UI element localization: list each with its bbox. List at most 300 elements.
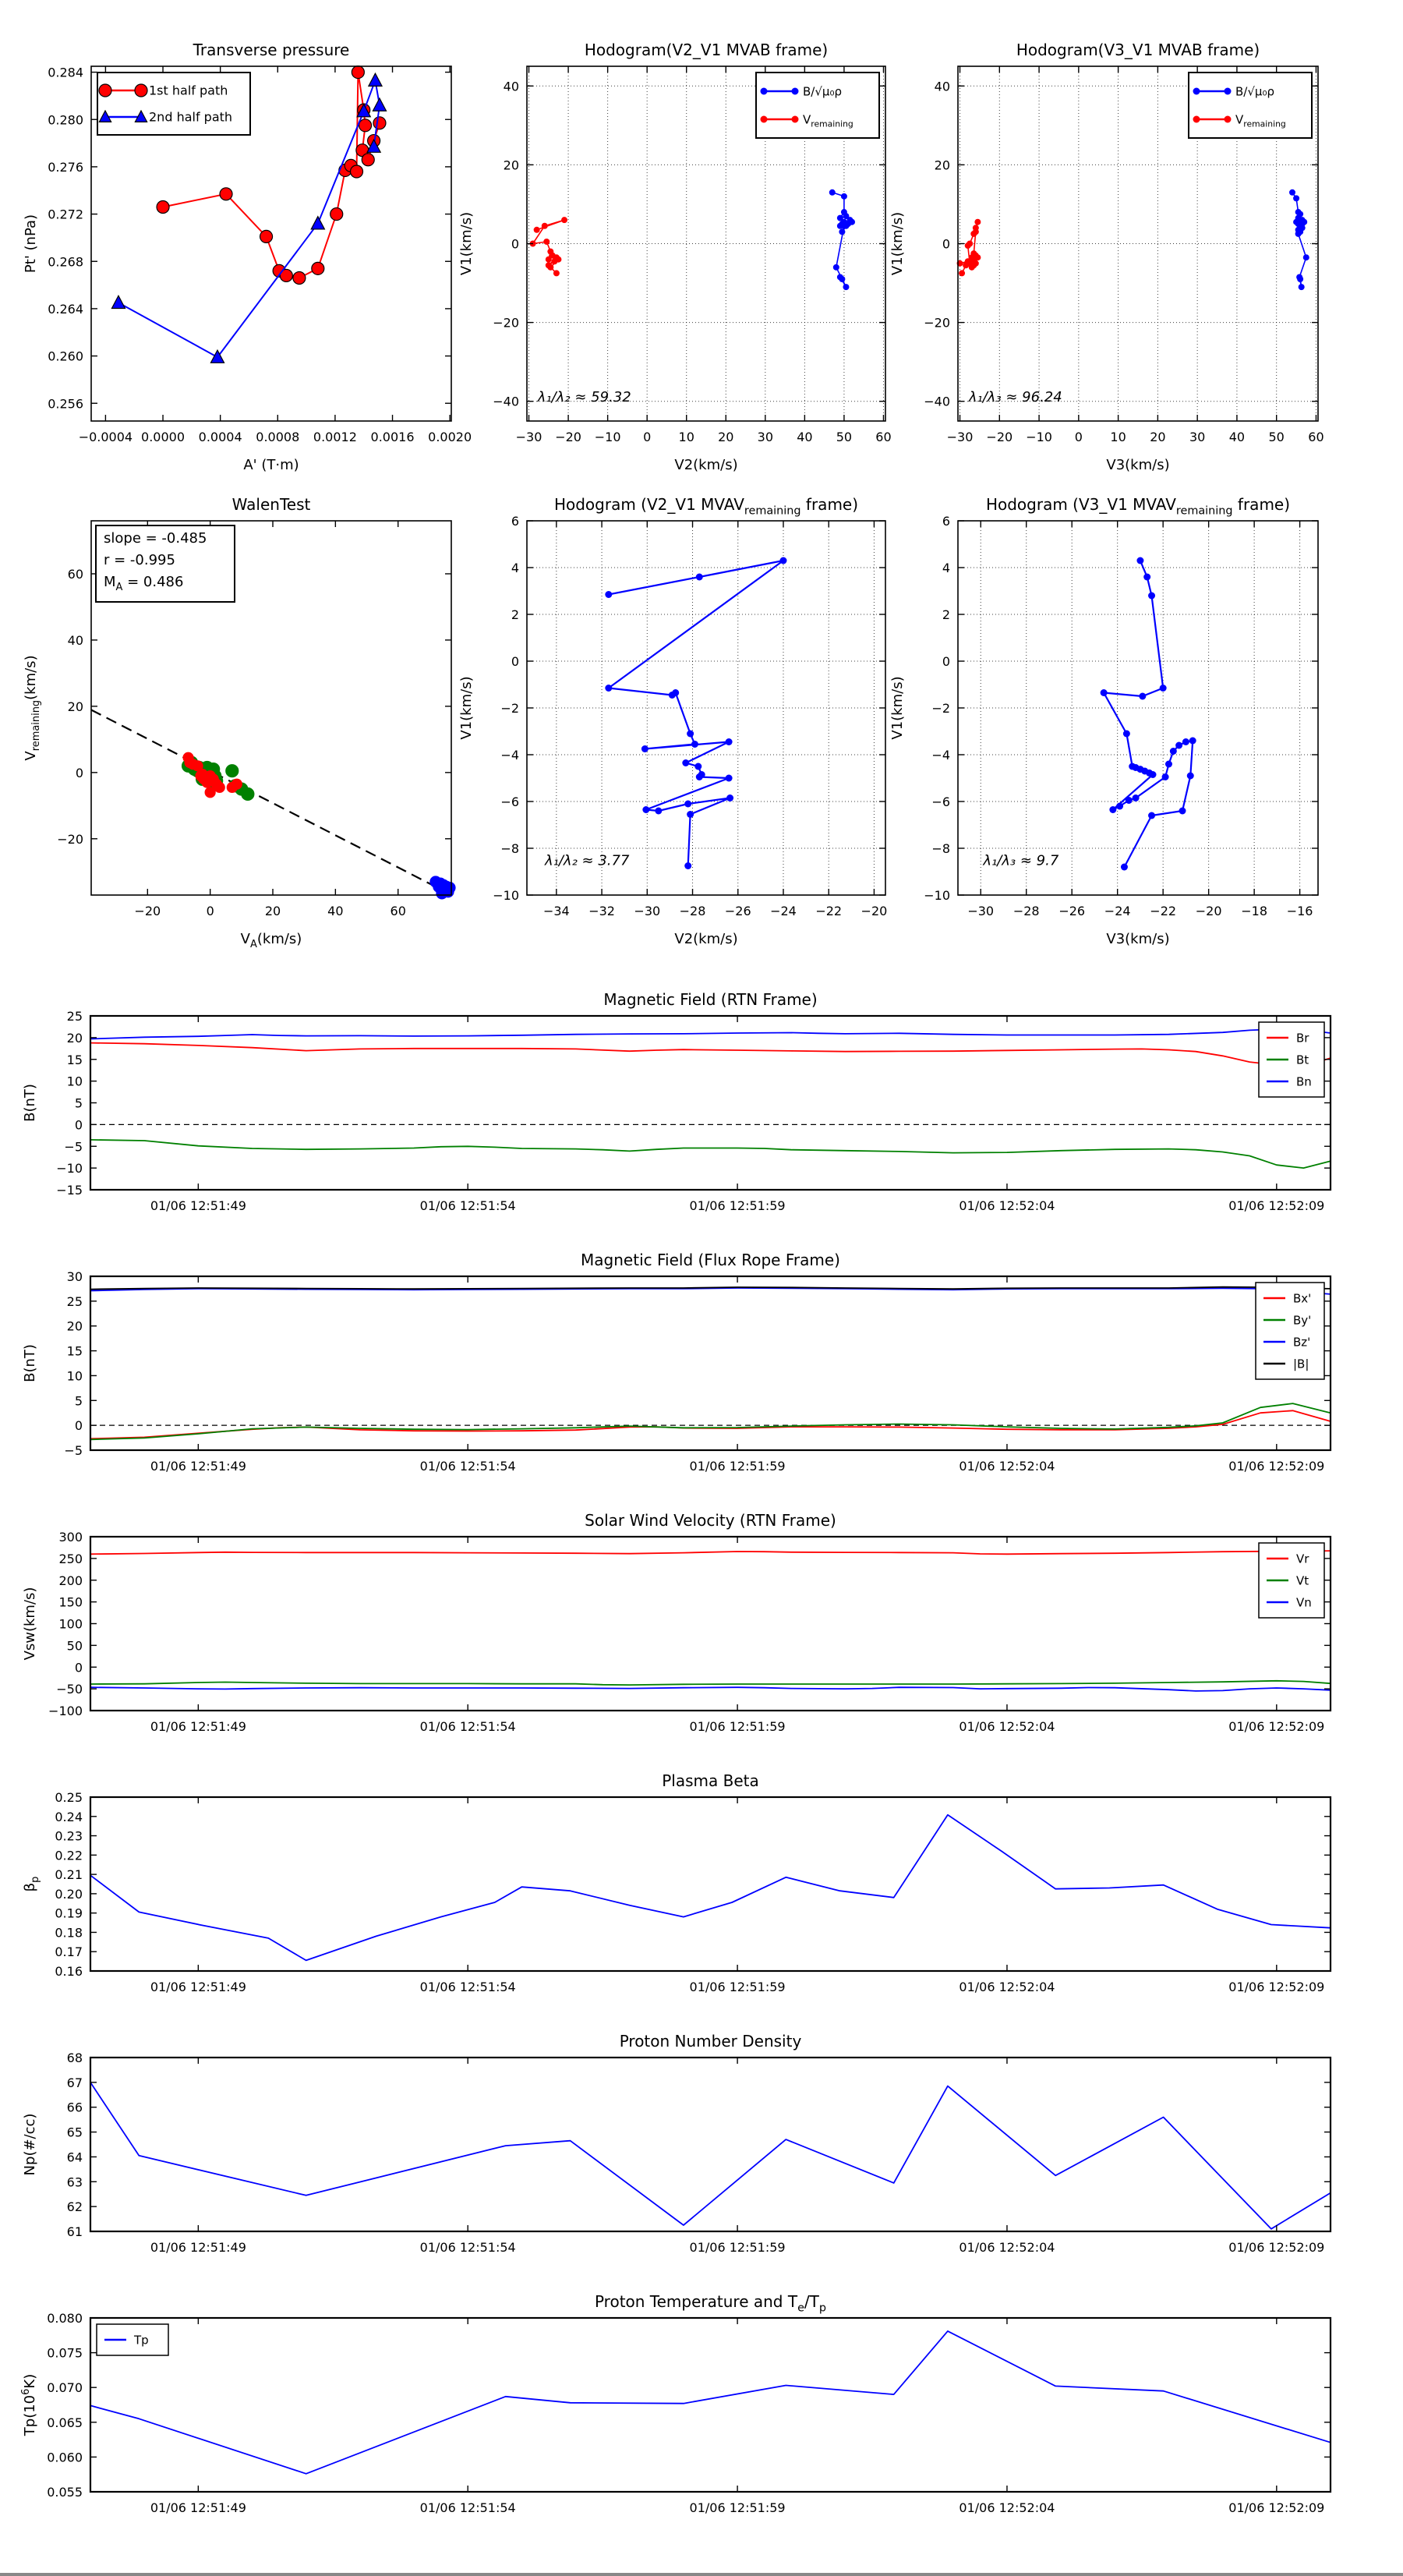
dot-marker (841, 223, 847, 229)
x-tick-label: −26 (724, 904, 751, 918)
x-tick-label: 01/06 12:51:59 (689, 1459, 786, 1474)
x-tick-label: 01/06 12:51:49 (150, 2500, 246, 2515)
dot-marker (1101, 689, 1108, 696)
y-axis-label: V1(km/s) (889, 676, 906, 740)
y-tick-label: −2 (931, 701, 950, 716)
dot-marker (779, 557, 786, 564)
y-tick-label: 0.24 (55, 1809, 83, 1824)
y-tick-label: 0 (74, 1418, 83, 1434)
dot-marker (1179, 808, 1186, 815)
y-tick-label: −4 (500, 748, 519, 763)
dot-marker (761, 88, 768, 95)
series-markers-B/√μ₀ρ (1289, 189, 1309, 290)
chart-solar-wind-velocity (22, 1511, 1331, 1734)
x-tick-label: −28 (1012, 904, 1040, 918)
x-tick-label: 0.0008 (256, 430, 300, 444)
legend-label: $V_{remaining}$ (1235, 112, 1286, 129)
y-tick-label: 20 (67, 699, 83, 714)
dot-marker (687, 731, 694, 738)
y-tick-label: 5 (74, 1095, 83, 1111)
dot-marker (726, 794, 733, 801)
dot-marker (1136, 557, 1143, 564)
y-tick-label: 30 (66, 1269, 83, 1284)
x-tick-label: 01/06 12:51:59 (689, 1719, 786, 1734)
dot-marker (543, 239, 550, 245)
y-tick-label: 20 (503, 157, 519, 173)
x-tick-label: 0 (1074, 430, 1083, 444)
series-Br (90, 1043, 1331, 1067)
x-tick-label: 01/06 12:51:54 (419, 2240, 516, 2255)
y-tick-label: 0.055 (47, 2485, 83, 2500)
circle-marker (226, 765, 239, 777)
y-tick-label: 150 (58, 1594, 83, 1610)
dot-marker (1123, 731, 1130, 738)
dot-marker (1193, 116, 1200, 123)
circle-marker (293, 271, 306, 284)
y-tick-label: 0.284 (48, 65, 83, 80)
y-tick-label: −6 (931, 794, 950, 809)
chart-title: Hodogram (V3_V1 $MVAV_{remaining}$ frame) (985, 495, 1291, 518)
x-tick-label: 60 (875, 430, 892, 444)
x-tick-label: −22 (1150, 904, 1177, 918)
x-tick-label: 01/06 12:52:09 (1228, 1459, 1325, 1474)
y-tick-label: 64 (66, 2150, 83, 2165)
y-tick-label: 65 (66, 2125, 83, 2140)
chart-title: Solar Wind Velocity (RTN Frame) (585, 1511, 836, 1530)
y-tick-label: −8 (500, 841, 519, 856)
dot-marker (1303, 254, 1309, 260)
y-axis-label: Pt' (nPa) (23, 214, 39, 274)
dot-marker (684, 862, 691, 869)
circle-marker (373, 117, 386, 129)
circle-marker (99, 84, 111, 97)
dot-marker (691, 741, 698, 748)
y-tick-label: −10 (924, 888, 950, 903)
y-tick-label: 0.268 (48, 254, 83, 270)
dot-marker (641, 745, 648, 752)
dot-marker (1170, 748, 1177, 755)
legend-label: Bz' (1293, 1335, 1311, 1350)
y-tick-label: −8 (931, 841, 950, 856)
dot-marker (1297, 276, 1303, 282)
x-tick-label: −20 (861, 904, 888, 918)
y-tick-label: 100 (58, 1616, 83, 1632)
y-tick-label: 0 (511, 654, 519, 669)
circle-marker (135, 84, 147, 97)
dot-marker (829, 189, 836, 196)
x-tick-label: −16 (1286, 904, 1313, 918)
y-tick-label: 0.18 (55, 1925, 83, 1941)
chart-title: WalenTest (231, 495, 311, 514)
y-tick-label: 200 (58, 1573, 83, 1588)
legend (97, 73, 250, 135)
legend-label: Br (1296, 1031, 1309, 1046)
dot-marker (1133, 794, 1140, 801)
y-tick-label: 0.065 (47, 2415, 83, 2430)
y-tick-label: 5 (74, 1393, 83, 1409)
x-tick-label: 01/06 12:52:09 (1228, 1980, 1325, 1994)
dot-marker (973, 228, 979, 235)
legend-label: 2nd half path (149, 109, 233, 125)
dot-marker (1126, 797, 1133, 804)
legend-label: B/√μ₀ρ (1235, 84, 1274, 99)
y-tick-label: 0.075 (47, 2345, 83, 2361)
chart-title: Magnetic Field (RTN Frame) (603, 990, 818, 1009)
stats-line: r = -0.995 (104, 552, 175, 568)
y-tick-label: 4 (511, 561, 519, 575)
x-tick-label: 01/06 12:51:59 (689, 2240, 786, 2255)
circle-marker (231, 779, 242, 789)
y-tick-label: 60 (67, 566, 83, 582)
y-axis-label: V1(km/s) (458, 211, 475, 276)
x-tick-label: 01/06 12:52:09 (1228, 2500, 1325, 2515)
dot-marker (687, 811, 694, 818)
x-tick-label: 40 (327, 904, 344, 918)
legend-label: Vt (1296, 1573, 1309, 1588)
y-tick-label: 0 (74, 1660, 83, 1675)
y-tick-label: 6 (942, 514, 950, 529)
dot-marker (1121, 864, 1128, 871)
y-tick-label: 0.276 (48, 159, 83, 175)
legend-label: $V_{remaining}$ (803, 112, 853, 129)
legend (1189, 73, 1312, 138)
chart-walen-test (23, 495, 455, 950)
dot-marker (1160, 685, 1167, 692)
series-path (609, 561, 783, 866)
x-tick-label: 01/06 12:51:49 (150, 1459, 246, 1474)
triangle-marker (369, 73, 382, 86)
x-tick-label: −10 (594, 430, 621, 444)
dot-marker (1116, 803, 1123, 810)
x-tick-label: 01/06 12:51:59 (689, 1980, 786, 1994)
chart-title: Proton Temperature and $T_e/T_p$ (594, 2292, 827, 2315)
legend (1259, 1022, 1324, 1097)
annotation: λ₁/λ₃ ≈ 9.7 (983, 852, 1059, 869)
dot-marker (694, 763, 702, 770)
series-Bn (90, 1029, 1331, 1039)
x-axis-label: V3(km/s) (1106, 931, 1170, 947)
chart-title: Proton Number Density (619, 2032, 802, 2051)
y-tick-label: −5 (64, 1139, 83, 1155)
x-tick-label: −34 (542, 904, 570, 918)
y-axis-label: B(nT) (22, 1084, 38, 1122)
dot-marker (1148, 593, 1155, 600)
circle-marker (205, 787, 215, 798)
stats-line: $M_A = 0.486$ (104, 574, 184, 594)
dot-marker (547, 264, 553, 271)
chart-plasma-beta (22, 1771, 1331, 1994)
dot-marker (1293, 195, 1299, 201)
series-B/√μ₀ρ (832, 193, 852, 287)
x-tick-label: −10 (1026, 430, 1052, 444)
series-By' (90, 1403, 1331, 1439)
x-tick-label: −0.0004 (78, 430, 133, 444)
x-tick-label: −26 (1058, 904, 1086, 918)
dot-marker (642, 806, 649, 813)
x-tick-label: 01/06 12:51:59 (689, 2500, 786, 2515)
chart-hodogram-v2v1-mvab (458, 41, 892, 473)
series-path (1104, 561, 1193, 867)
x-tick-label: 10 (1110, 430, 1126, 444)
dot-marker (967, 241, 973, 247)
legend-label: B/√μ₀ρ (803, 84, 842, 99)
x-axis-label: V3(km/s) (1106, 457, 1170, 473)
dot-marker (1225, 116, 1232, 123)
series-beta-p (90, 1815, 1331, 1961)
x-tick-label: 30 (757, 430, 774, 444)
legend-box (97, 73, 250, 135)
stats-line: slope = -0.485 (104, 530, 207, 547)
y-tick-label: 50 (66, 1638, 83, 1654)
y-tick-label: 0 (75, 765, 83, 780)
dot-marker (1148, 812, 1155, 819)
series-Tp (90, 2331, 1331, 2474)
circle-marker (359, 119, 372, 132)
dot-marker (1295, 231, 1302, 237)
dot-marker (837, 274, 843, 280)
y-tick-label: 0 (942, 654, 950, 669)
legend-label: Tp (134, 2333, 149, 2348)
x-tick-label: 0.0016 (370, 430, 415, 444)
dot-marker (843, 284, 849, 290)
dot-marker (1289, 189, 1295, 196)
dot-marker (839, 228, 845, 235)
x-tick-label: 01/06 12:52:09 (1228, 1198, 1325, 1213)
y-tick-label: −100 (48, 1704, 83, 1718)
x-tick-label: 40 (1228, 430, 1246, 444)
chart-magnetic-field-rtn (22, 990, 1331, 1213)
x-tick-label: 01/06 12:51:54 (419, 1459, 516, 1474)
dot-marker (1143, 574, 1150, 581)
x-tick-label: −28 (679, 904, 706, 918)
dot-marker (672, 689, 679, 696)
series-Bx' (90, 1410, 1331, 1438)
x-tick-label: −20 (555, 430, 581, 444)
dot-marker (1175, 742, 1182, 749)
dot-marker (970, 262, 977, 268)
y-tick-label: 40 (934, 79, 950, 94)
circle-marker (351, 165, 363, 178)
axes-frame (90, 1016, 1331, 1190)
axes-frame (90, 2318, 1331, 2492)
y-tick-label: 0 (74, 1117, 83, 1133)
y-axis-label: Vsw(km/s) (22, 1587, 38, 1661)
dot-marker (553, 270, 560, 276)
y-tick-label: −5 (64, 1443, 83, 1458)
chart-transverse-pressure (23, 41, 472, 473)
x-tick-label: 60 (1308, 430, 1324, 444)
legend (1256, 1283, 1324, 1379)
x-tick-label: −18 (1241, 904, 1268, 918)
y-tick-label: 2 (511, 607, 519, 622)
x-tick-label: 0.0004 (198, 430, 242, 444)
series-markers-path (605, 557, 786, 870)
y-tick-label: 66 (66, 2100, 83, 2115)
x-tick-label: 50 (836, 430, 853, 444)
x-tick-label: 01/06 12:52:09 (1228, 1719, 1325, 1734)
dot-marker (1162, 773, 1169, 780)
dot-marker (1193, 88, 1200, 95)
y-tick-label: 20 (66, 1318, 83, 1334)
y-tick-label: 0.17 (55, 1944, 83, 1960)
y-tick-label: −20 (493, 315, 519, 331)
dot-marker (726, 738, 733, 745)
circle-marker (157, 200, 169, 213)
y-axis-label: $\beta_p$ (22, 1876, 42, 1892)
x-axis-label: V2(km/s) (674, 931, 738, 947)
series-Vt (90, 1681, 1331, 1685)
legend (756, 73, 879, 138)
x-tick-label: 01/06 12:51:59 (689, 1198, 786, 1213)
dot-marker (1139, 693, 1146, 700)
y-tick-label: −10 (493, 888, 519, 903)
circle-marker (444, 883, 455, 893)
x-axis-label: A' (T·m) (243, 457, 299, 473)
x-tick-label: 40 (797, 430, 813, 444)
chart-magnetic-field-flux-rope (22, 1251, 1331, 1474)
y-tick-label: −6 (500, 794, 519, 809)
x-axis-label: $V_A(km/s)$ (240, 931, 302, 951)
y-tick-label: 20 (66, 1030, 83, 1046)
y-tick-label: 63 (66, 2174, 83, 2190)
x-tick-label: 01/06 12:52:04 (959, 2240, 1055, 2255)
y-tick-label: 40 (503, 79, 519, 94)
x-tick-label: −30 (946, 430, 974, 444)
y-tick-label: 0.19 (55, 1905, 83, 1921)
y-tick-label: 0.280 (48, 112, 83, 128)
chart-title: Plasma Beta (662, 1771, 759, 1790)
dot-marker (555, 257, 561, 263)
y-tick-label: −40 (493, 394, 519, 409)
x-tick-label: 01/06 12:52:04 (959, 1459, 1055, 1474)
y-tick-label: −20 (57, 831, 83, 847)
y-tick-label: 10 (66, 1074, 83, 1089)
y-axis-label: $V_{remaining}(km/s)$ (23, 655, 43, 761)
dot-marker (684, 801, 691, 808)
y-tick-label: −4 (931, 748, 950, 763)
dot-marker (974, 219, 981, 225)
y-tick-label: 4 (942, 561, 950, 575)
x-tick-label: −30 (967, 904, 995, 918)
x-tick-label: 01/06 12:52:04 (959, 1719, 1055, 1734)
legend-label: |B| (1293, 1357, 1309, 1371)
x-tick-label: 10 (678, 430, 694, 444)
y-tick-label: 25 (66, 1009, 83, 1024)
triangle-marker (311, 217, 324, 229)
series-fit-line (91, 710, 451, 895)
y-tick-label: 15 (66, 1052, 83, 1067)
x-axis-label: V2(km/s) (674, 457, 738, 473)
legend-label: Bx' (1293, 1291, 1312, 1306)
circle-marker (220, 188, 232, 200)
x-tick-label: −30 (515, 430, 542, 444)
y-tick-label: 0.16 (55, 1964, 83, 1979)
dot-marker (605, 591, 612, 598)
dot-marker (696, 773, 703, 780)
legend (1259, 1543, 1324, 1618)
circle-marker (312, 262, 324, 274)
y-tick-label: 40 (67, 632, 83, 648)
x-tick-label: −30 (634, 904, 661, 918)
circle-marker (214, 782, 224, 792)
x-tick-label: −24 (770, 904, 797, 918)
chart-proton-number-density (22, 2032, 1331, 2255)
series-Np (90, 2082, 1331, 2229)
x-tick-label: 20 (1150, 430, 1166, 444)
dot-marker (1225, 88, 1232, 95)
y-axis-label: V1(km/s) (889, 211, 906, 276)
dot-marker (726, 775, 733, 782)
dot-marker (534, 227, 540, 233)
y-tick-label: 10 (66, 1368, 83, 1384)
x-tick-label: 0.0012 (313, 430, 357, 444)
chart-title: Hodogram (V2_V1 $MVAV_{remaining}$ frame) (553, 495, 859, 518)
x-tick-label: 01/06 12:52:09 (1228, 2240, 1325, 2255)
series-markers-V_{remaining} (957, 219, 981, 277)
circle-marker (260, 230, 273, 242)
circle-marker (330, 208, 343, 221)
dot-marker (1109, 806, 1116, 813)
y-tick-label: −40 (924, 394, 950, 409)
y-tick-label: 0.20 (55, 1886, 83, 1902)
x-tick-label: −20 (134, 904, 161, 918)
y-tick-label: 67 (66, 2075, 83, 2090)
y-tick-label: 0.21 (55, 1867, 83, 1883)
y-tick-label: −20 (924, 315, 950, 331)
y-tick-label: 25 (66, 1293, 83, 1309)
dot-marker (605, 685, 612, 692)
x-tick-label: 01/06 12:51:49 (150, 1980, 246, 1994)
x-tick-label: 20 (718, 430, 734, 444)
x-tick-label: 60 (390, 904, 406, 918)
x-tick-label: 01/06 12:51:49 (150, 2240, 246, 2255)
y-tick-label: 68 (66, 2051, 83, 2065)
y-tick-label: −50 (56, 1682, 83, 1697)
y-tick-label: 0 (942, 236, 950, 252)
y-tick-label: −2 (500, 701, 519, 716)
x-tick-label: 01/06 12:51:49 (150, 1719, 246, 1734)
dot-marker (1299, 284, 1305, 290)
y-tick-label: 0.272 (48, 207, 83, 222)
axes-frame (90, 1276, 1331, 1450)
x-tick-label: 0 (643, 430, 652, 444)
x-tick-label: 0.0020 (428, 430, 472, 444)
legend-box (1256, 1283, 1324, 1379)
dot-marker (696, 574, 703, 581)
annotation: λ₁/λ₂ ≈ 59.32 (537, 388, 631, 405)
circle-marker (362, 154, 374, 166)
y-tick-label: 0.256 (48, 396, 83, 412)
dot-marker (969, 254, 975, 260)
x-tick-label: 20 (264, 904, 281, 918)
circle-marker (242, 787, 254, 800)
dot-marker (792, 88, 799, 95)
y-axis-label: Np(#/cc) (22, 2113, 38, 2176)
legend-label: Bn (1296, 1074, 1312, 1089)
y-tick-label: 0.060 (47, 2450, 83, 2465)
y-tick-label: 20 (934, 157, 950, 173)
x-tick-label: 01/06 12:52:04 (959, 1198, 1055, 1213)
annotation: λ₁/λ₂ ≈ 3.77 (545, 852, 630, 869)
y-tick-label: −15 (56, 1183, 83, 1198)
y-tick-label: 0.25 (55, 1790, 83, 1805)
x-tick-label: 01/06 12:51:49 (150, 1198, 246, 1213)
dot-marker (1165, 761, 1172, 768)
y-axis-label: B(nT) (22, 1344, 38, 1382)
dot-marker (841, 193, 847, 200)
chart-hodogram-v3v1-mvav (889, 495, 1318, 947)
dot-marker (1182, 738, 1189, 745)
